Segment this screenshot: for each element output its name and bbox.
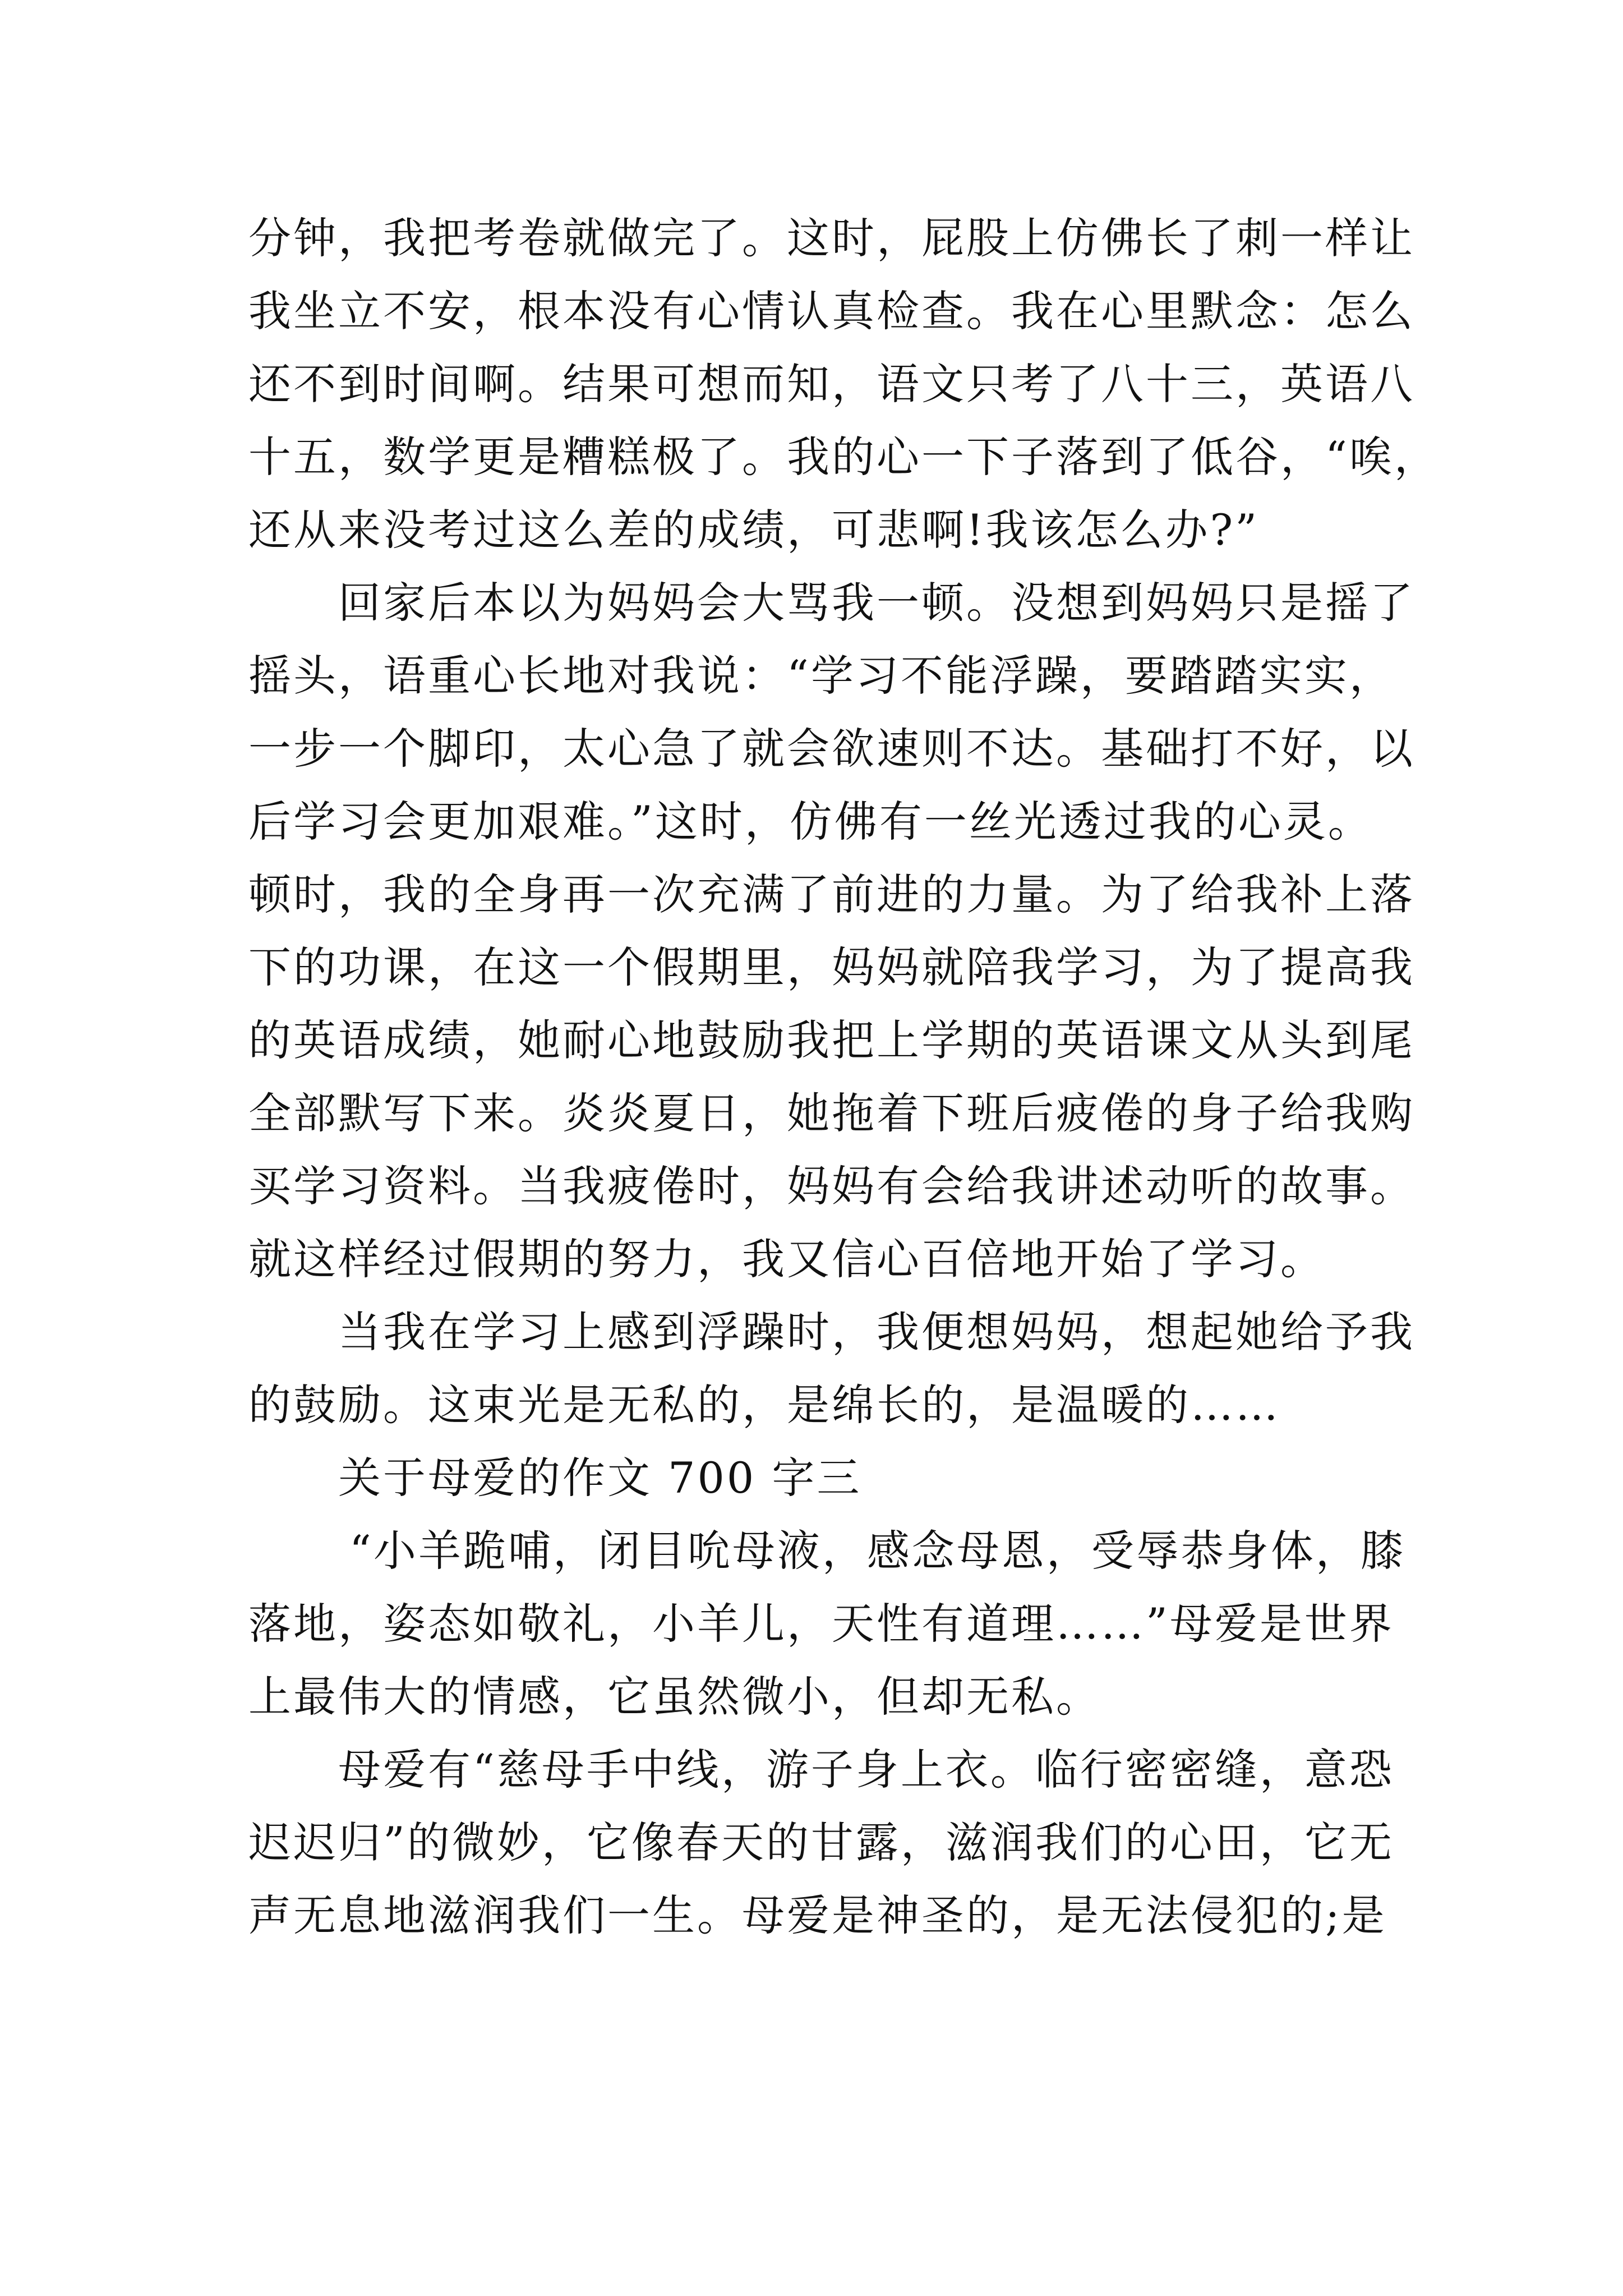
text-line: 下的功课，在这一个假期里，妈妈就陪我学习，为了提高我 bbox=[248, 942, 1415, 992]
text-line: 顿时，我的全身再一次充满了前进的力量。为了给我补上落 bbox=[248, 869, 1415, 919]
paragraph-first-line: 母爱有“慈母手中线，游子身上衣。临行密密缝，意恐 bbox=[338, 1745, 1394, 1795]
text-line: 买学习资料。当我疲倦时，妈妈有会给我讲述动听的故事。 bbox=[248, 1161, 1415, 1211]
text-line: 上最伟大的情感，它虽然微小，但却无私。 bbox=[248, 1672, 1101, 1722]
text-line: 全部默写下来。炎炎夏日，她拖着下班后疲倦的身子给我购 bbox=[248, 1088, 1415, 1138]
text-line: 分钟，我把考卷就做完了。这时，屁股上仿佛长了刺一样让 bbox=[248, 213, 1415, 263]
text-line: 摇头，语重心长地对我说：“学习不能浮躁，要踏踏实实， bbox=[248, 651, 1394, 701]
text-line: 还不到时间啊。结果可想而知，语文只考了八十三，英语八 bbox=[248, 359, 1415, 409]
text-line: 落地，姿态如敬礼，小羊儿，天性有道理……”母爱是世界 bbox=[248, 1599, 1394, 1649]
text-line: 的英语成绩，她耐心地鼓励我把上学期的英语课文从头到尾 bbox=[248, 1015, 1415, 1065]
text-line: 我坐立不安，根本没有心情认真检查。我在心里默念：怎么 bbox=[248, 286, 1415, 336]
paragraph-first-line: 当我在学习上感到浮躁时，我便想妈妈，想起她给予我 bbox=[338, 1307, 1415, 1357]
paragraph-first-line: 回家后本以为妈妈会大骂我一顿。没想到妈妈只是摇了 bbox=[338, 578, 1415, 628]
text-line: 后学习会更加艰难。”这时，仿佛有一丝光透过我的心灵。 bbox=[248, 797, 1373, 846]
text-line: 就这样经过假期的努力，我又信心百倍地开始了学习。 bbox=[248, 1234, 1325, 1284]
text-line: 声无息地滋润我们一生。母爱是神圣的，是无法侵犯的;是 bbox=[248, 1890, 1387, 1940]
text-line: 一步一个脚印，太心急了就会欲速则不达。基础打不好，以 bbox=[248, 724, 1415, 774]
text-line: 迟迟归”的微妙，它像春天的甘露，滋润我们的心田，它无 bbox=[248, 1818, 1394, 1867]
document-body bbox=[248, 202, 1439, 1952]
text-line: 的鼓励。这束光是无私的，是绵长的，是温暖的…… bbox=[248, 1380, 1280, 1430]
text-line: 十五，数学更是糟糕极了。我的心一下子落到了低谷，“唉， bbox=[248, 432, 1439, 482]
paragraph-first-line: “小羊跪哺，闭目吮母液，感念母恩，受辱恭身体，膝 bbox=[349, 1526, 1405, 1576]
section-heading: 关于母爱的作文 700 字三 bbox=[338, 1453, 862, 1503]
text-line: 还从来没考过这么差的成绩，可悲啊!我该怎么办?” bbox=[248, 505, 1260, 555]
